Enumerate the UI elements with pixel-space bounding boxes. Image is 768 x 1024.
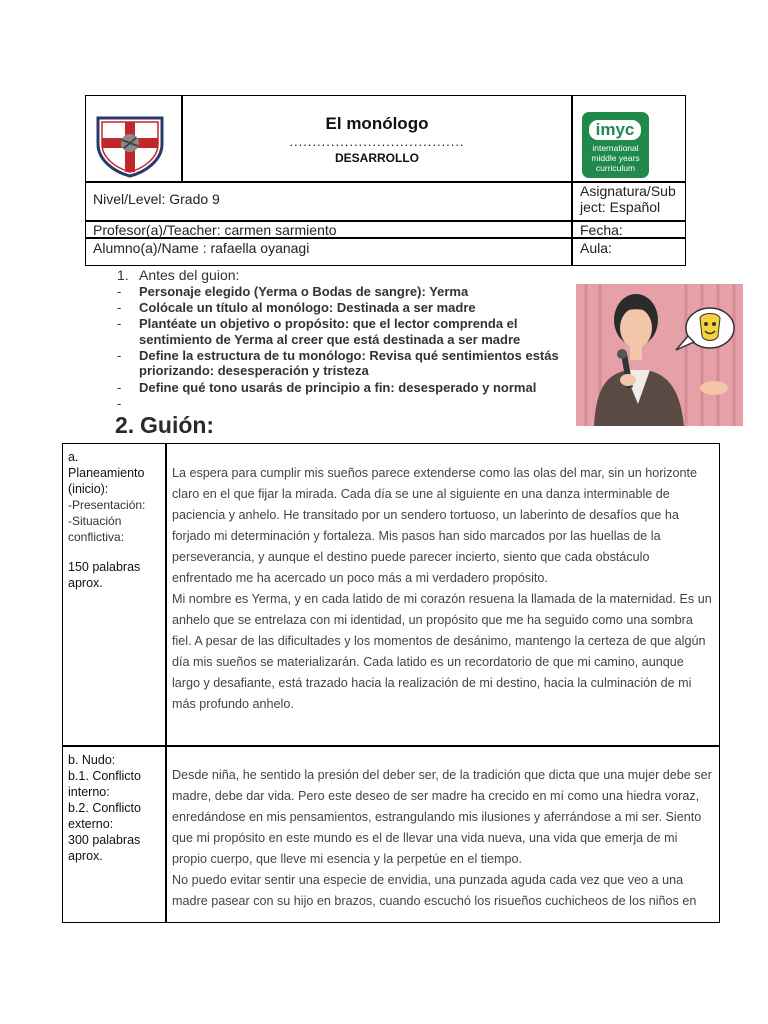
section2-number: 2. (115, 412, 135, 438)
row-b-text (172, 765, 712, 915)
row-b-label: b. Nudo: b.1. Conflicto interno: b.2. Conflicto externo: 300 palabras aprox. (68, 753, 141, 863)
section1-number: 1. (117, 267, 129, 283)
imyc-line1: international (592, 143, 639, 153)
bullet: - (117, 284, 122, 299)
bullet: - (117, 396, 122, 411)
imyc-logo (582, 112, 649, 178)
bullet: - (117, 348, 122, 363)
date-field: Fecha: (580, 222, 623, 238)
subject-line-1: Asignatura/Sub (580, 183, 676, 199)
bullet: - (117, 316, 122, 331)
paragraph: Desde niña, he sentido la presión del deber ser, de la tradición que dicta que una mujer debe ser madre, debe dar vida. Pero este deseo de ser madre ha crecido en mí como una hiedra voraz, enredándose en mis pensamientos, estrangulando mis ilusiones y aferrándose a mi ser. Siento que mi propósito en este mundo es el de llevar una vida nueva, una vida que emerja de mi propio cuerpo, que lleve mi esencia y la perpetúe en el tiempo. (172, 768, 712, 866)
imyc-line2: middle years (591, 153, 640, 163)
subject-line-2: ject: Español (580, 199, 661, 215)
bullet: - (117, 380, 122, 395)
school-shield-logo (94, 114, 166, 178)
room-field: Aula: (580, 240, 612, 256)
speaker-illustration (576, 284, 743, 426)
list-item: Plantéate un objetivo o propósito: que el lector comprenda el (139, 316, 518, 331)
document-title: El monólogo (325, 114, 429, 133)
list-item: Define qué tono usarás de principio a fin: desesperado y normal (139, 380, 537, 395)
list-item: Define la estructura de tu monólogo: Revisa qué sentimientos estás (139, 348, 559, 363)
subject-field (580, 183, 684, 215)
paragraph: La espera para cumplir mis sueños parece extenderse como las olas del mar, sin un horizonte claro en el que fijar la mirada. Cada día se une al siguiente en una danza interminable de paciencia y anhelo. He transitado por un sendero tortuoso, un laberinto de desafíos que ha forjado mi determinación y fortaleza. Mis pasos han sido marcados por las huellas de la perseverancia, y aunque el destino puede parecer incierto, siento que cada obstáculo enfrentado me ha acercado un poco más a mi verdadero propósito. (172, 466, 698, 585)
paragraph: Mi nombre es Yerma, y en cada latido de mi corazón resuena la llamada de la maternidad. Es un anhelo que se entrelaza con mi identidad, un propósito que me ha seguido como una sombra fiel. A pesar de las dificultades y los momentos de desánimo, mantengo la certeza de que algún día mis sueños se materializarán. Cada latido es un recordatorio de que mi camino, aunque largo y desafiante, está trazado hacia la realización de mi destino, hacia la culminación de mi más profundo anhelo. (172, 592, 712, 711)
teacher-field: Profesor(a)/Teacher: carmen sarmiento (93, 222, 337, 238)
student-field: Alumno(a)/Name : rafaella oyanagi (93, 240, 310, 256)
section1-title: Antes del guion: (139, 267, 240, 283)
row-a-text (172, 463, 712, 715)
level-field: Nivel/Level: Grado 9 (93, 191, 220, 207)
imyc-brand: imyc (589, 120, 641, 140)
list-item: Personaje elegido (Yerma o Bodas de sangre): Yerma (139, 284, 469, 299)
list-item-continued: priorizando: desesperación y tristeza (139, 363, 369, 378)
row-a-label: a. Planeamiento (inicio): -Presentación: -Situación conflictiva: 150 palabras aprox. (68, 450, 146, 590)
paragraph: No puedo evitar sentir una especie de envidia, una punzada aguda cada vez que veo a una madre pasear con su hijo en brazos, cuando escuchó los risueños cuchicheos de los niños en (172, 873, 697, 908)
section2-title: Guión: (140, 412, 215, 438)
bullet: - (117, 300, 122, 315)
list-item: Colócale un título al monólogo: Destinada a ser madre (139, 300, 476, 315)
list-item-continued: sentimiento de Yerma al creer que está destinada a ser madre (139, 332, 521, 347)
imyc-line3: curriculum (595, 163, 636, 173)
document-subtitle: DESARROLLO (335, 151, 419, 165)
title-dots: ...................................... (289, 134, 465, 149)
